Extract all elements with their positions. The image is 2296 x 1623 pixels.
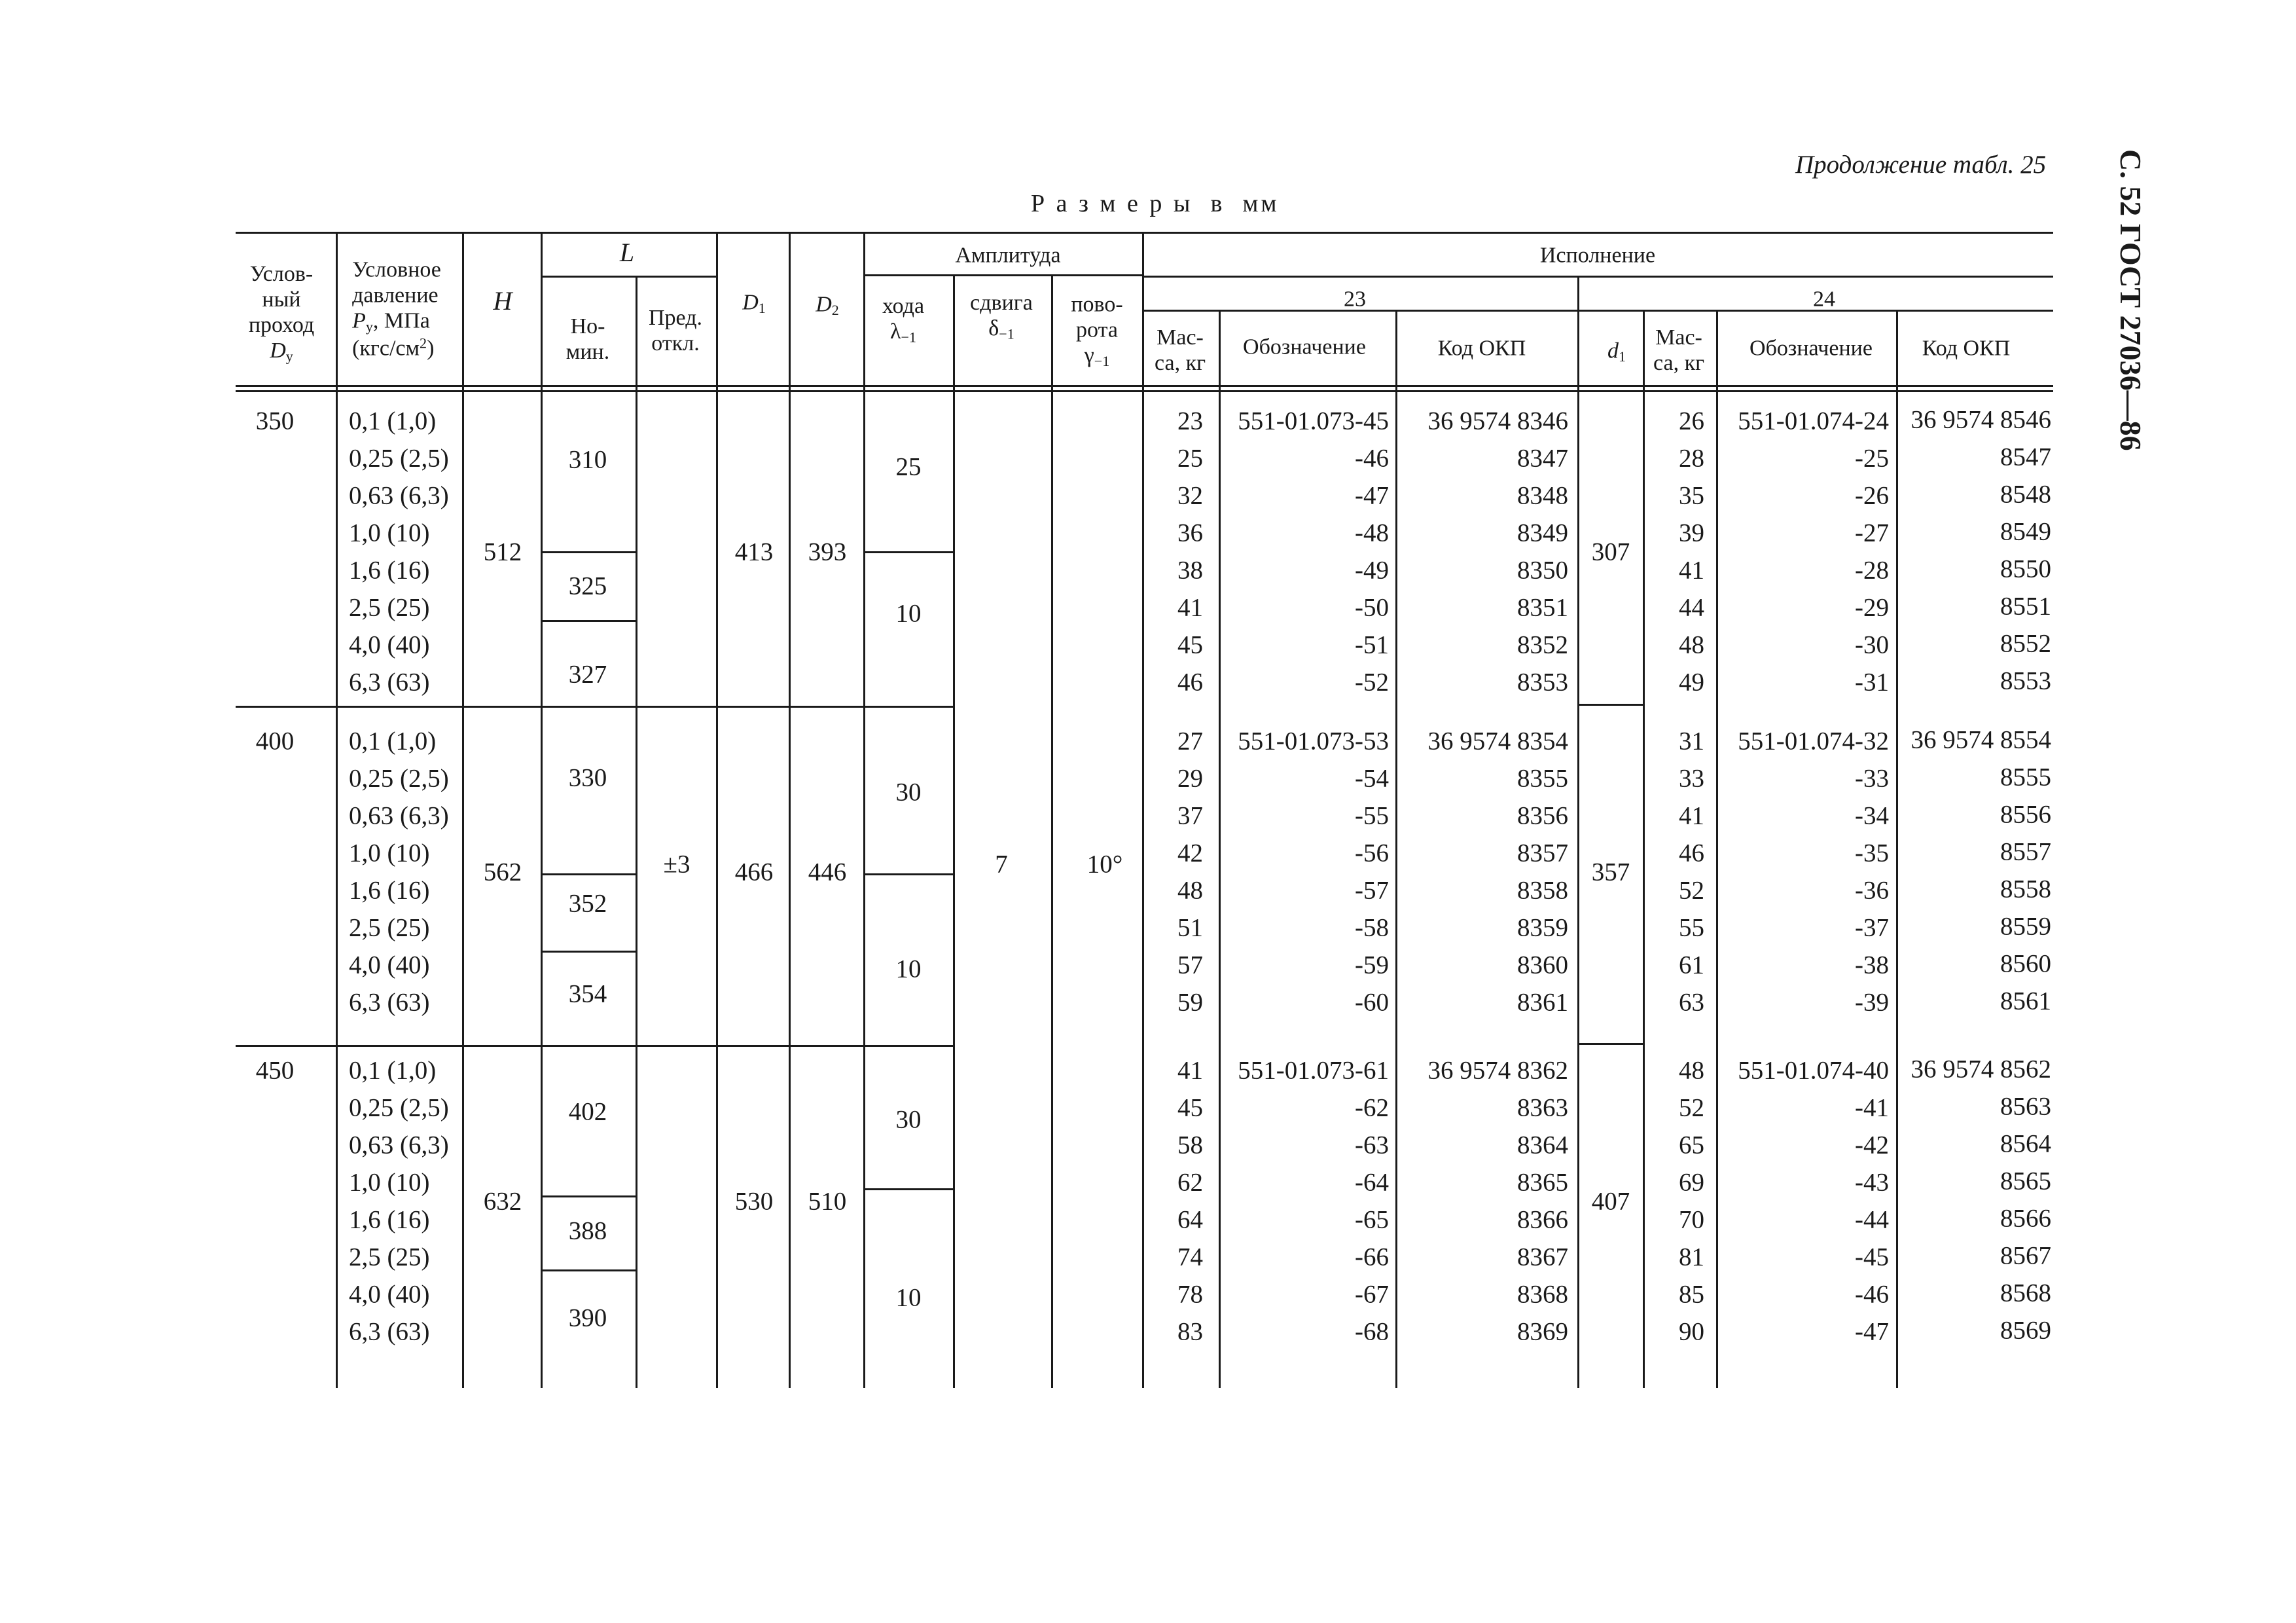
designation-23-value: -63: [1355, 1131, 1389, 1159]
mass-23-value: 36: [1177, 519, 1203, 547]
okp-24-value: 8561: [2000, 987, 2051, 1015]
col-divider: [1395, 310, 1397, 1388]
execution-header-rule: [1142, 276, 2053, 278]
mass-24-value: 39: [1679, 519, 1704, 547]
okp-24-value: 36 9574 8562: [1910, 1055, 2051, 1084]
mass-23-value: 46: [1177, 668, 1203, 697]
execution-sub-rule: [1142, 310, 2053, 312]
designation-23-value: 551-01.073-61: [1238, 1056, 1389, 1085]
designation-24-value: -25: [1855, 444, 1889, 473]
pressure-value: 0,25 (2,5): [349, 764, 449, 793]
okp-23-value: 36 9574 8362: [1427, 1056, 1568, 1085]
okp-23-value: 8358: [1517, 876, 1568, 905]
designation-23-value: 551-01.073-53: [1238, 727, 1389, 756]
designation-24-value: -39: [1855, 988, 1889, 1017]
okp-23-value: 8363: [1517, 1093, 1568, 1122]
okp-23-value: 8361: [1517, 988, 1568, 1017]
small-d1-value: 357: [1591, 858, 1630, 886]
designation-24-value: -47: [1855, 1317, 1889, 1346]
designation-24-value: -44: [1855, 1205, 1889, 1234]
designation-24-value: -42: [1855, 1131, 1889, 1159]
mass-23-value: 74: [1177, 1243, 1203, 1271]
pressure-value: 0,1 (1,0): [349, 727, 437, 756]
small-d1-value: 407: [1591, 1187, 1630, 1215]
mass-23-value: 48: [1177, 876, 1203, 905]
designation-24-value: -43: [1855, 1168, 1889, 1197]
okp-23-value: 8351: [1517, 593, 1568, 622]
mass-24-value: 63: [1679, 988, 1704, 1017]
d2-header: $D_2$: [816, 292, 839, 319]
okp-23-value: 8357: [1517, 839, 1568, 867]
pressure-value: 1,0 (10): [349, 519, 430, 547]
pressure-value: 2,5 (25): [349, 1243, 430, 1271]
mass-24-header: Мас- са, кг: [1653, 325, 1705, 375]
mass-23-header: Мас- са, кг: [1154, 325, 1206, 375]
small-d1-value: 307: [1591, 538, 1630, 566]
mass-23-value: 32: [1177, 481, 1203, 510]
okp-24-value: 8551: [2000, 592, 2051, 621]
designation-24-value: 551-01.074-40: [1738, 1056, 1889, 1085]
mass-24-value: 44: [1679, 593, 1704, 622]
okp-23-value: 8359: [1517, 913, 1568, 942]
table-header-rule-2: [236, 390, 2053, 392]
okp-23-value: 8350: [1517, 556, 1568, 585]
okp-23-value: 8347: [1517, 444, 1568, 473]
mass-24-value: 28: [1679, 444, 1704, 473]
designation-24-value: -46: [1855, 1280, 1889, 1309]
d1-value: 530: [734, 1187, 774, 1215]
mass-23-value: 51: [1177, 913, 1203, 942]
mass-24-value: 55: [1679, 913, 1704, 942]
okp-23-value: 8366: [1517, 1205, 1568, 1234]
mass-24-value: 41: [1679, 556, 1704, 585]
d1-separator: [1577, 1043, 1643, 1045]
shift-value: 7: [995, 850, 1008, 879]
mass-23-value: 64: [1177, 1205, 1203, 1234]
continuation-caption: Продолжение табл. 25: [1795, 151, 2047, 179]
designation-23-value: -46: [1355, 444, 1389, 473]
mass-23-value: 41: [1177, 593, 1203, 622]
l-separator: [541, 951, 636, 953]
d2-value: 393: [808, 538, 847, 566]
stroke-amplitude-value: 10: [895, 955, 922, 983]
shift-header: сдвига $\delta_{-1}$: [970, 290, 1033, 342]
length-value: 330: [568, 763, 607, 792]
designation-23-value: -58: [1355, 913, 1389, 942]
mass-24-value: 52: [1679, 1093, 1704, 1122]
stroke-amplitude-value: 30: [895, 778, 922, 807]
designation-23-value: -48: [1355, 519, 1389, 547]
designation-23-value: -59: [1355, 951, 1389, 979]
designation-24-value: 551-01.074-32: [1738, 727, 1889, 756]
d1-header: $D_1$: [742, 290, 766, 317]
designation-24-header: Обозначение: [1749, 336, 1873, 361]
d1-value: 413: [734, 538, 774, 566]
mass-24-value: 90: [1679, 1317, 1704, 1346]
col-divider: [1896, 310, 1898, 1388]
d2-value: 510: [808, 1187, 847, 1215]
okp-23-value: 8353: [1517, 668, 1568, 697]
designation-23-value: -51: [1355, 630, 1389, 659]
col-divider: [716, 232, 718, 1388]
mass-24-value: 26: [1679, 407, 1704, 435]
designation-23-value: -66: [1355, 1243, 1389, 1271]
designation-23-value: -64: [1355, 1168, 1389, 1197]
okp-24-value: 8547: [2000, 443, 2051, 471]
amplitude-header: Амплитуда: [955, 243, 1061, 268]
col-divider: [1142, 232, 1144, 1388]
okp-24-value: 8568: [2000, 1279, 2051, 1307]
designation-23-header: Обозначение: [1243, 335, 1366, 359]
designation-23-value: -47: [1355, 481, 1389, 510]
mass-24-value: 52: [1679, 876, 1704, 905]
mass-23-value: 29: [1177, 764, 1203, 793]
mass-23-value: 45: [1177, 630, 1203, 659]
mass-24-value: 61: [1679, 951, 1704, 979]
designation-23-value: 551-01.073-45: [1238, 407, 1389, 435]
designation-24-value: -36: [1855, 876, 1889, 905]
pressure-value: 1,6 (16): [349, 556, 430, 585]
designation-23-value: -50: [1355, 593, 1389, 622]
okp-24-value: 36 9574 8554: [1910, 725, 2051, 754]
mass-23-value: 83: [1177, 1317, 1203, 1346]
okp-24-value: 8564: [2000, 1129, 2051, 1158]
execution-24-header: 24: [1813, 287, 1835, 312]
mass-24-value: 49: [1679, 668, 1704, 697]
stroke-amplitude-value: 30: [895, 1105, 922, 1134]
okp-23-value: 36 9574 8346: [1427, 407, 1568, 435]
okp-23-value: 8348: [1517, 481, 1568, 510]
pressure-value: 6,3 (63): [349, 988, 430, 1017]
okp-24-value: 8549: [2000, 517, 2051, 546]
stroke-separator: [863, 551, 953, 553]
stroke-amplitude-value: 25: [895, 452, 922, 481]
amplitude-header-rule: [863, 274, 1142, 276]
col-divider: [1643, 310, 1645, 1388]
designation-24-value: -34: [1855, 801, 1889, 830]
d1-separator: [1577, 704, 1643, 706]
height-value: 512: [483, 538, 522, 566]
okp-24-value: 8552: [2000, 629, 2051, 658]
pressure-value: 0,25 (2,5): [349, 444, 449, 473]
stroke-header: хода $\lambda_{-1}$: [882, 293, 925, 346]
pressure-value: 4,0 (40): [349, 951, 430, 979]
l-separator: [541, 873, 636, 875]
mass-24-value: 48: [1679, 630, 1704, 659]
height-value: 632: [483, 1187, 522, 1215]
pressure-value: 2,5 (25): [349, 913, 430, 942]
mass-23-value: 58: [1177, 1131, 1203, 1159]
okp-24-value: 8566: [2000, 1204, 2051, 1233]
col-divider: [1219, 310, 1221, 1388]
okp-23-value: 8355: [1517, 764, 1568, 793]
length-value: 402: [568, 1097, 607, 1126]
okp-23-value: 8367: [1517, 1243, 1568, 1271]
designation-24-value: -35: [1855, 839, 1889, 867]
group-separator: [236, 1045, 954, 1047]
okp-24-value: 8550: [2000, 555, 2051, 583]
execution-23-header: 23: [1344, 287, 1366, 312]
pressure-value: 0,63 (6,3): [349, 1131, 449, 1159]
designation-23-value: -62: [1355, 1093, 1389, 1122]
col-divider: [953, 274, 955, 1388]
designation-24-value: -37: [1855, 913, 1889, 942]
okp-24-value: 8557: [2000, 837, 2051, 866]
mass-23-value: 57: [1177, 951, 1203, 979]
col-divider: [1051, 274, 1053, 1388]
length-value: 388: [568, 1216, 607, 1245]
designation-24-value: -45: [1855, 1243, 1889, 1271]
okp-23-value: 8365: [1517, 1168, 1568, 1197]
l-header: L: [619, 238, 635, 267]
pressure-value: 1,0 (10): [349, 1168, 430, 1197]
okp-24-value: 8553: [2000, 666, 2051, 695]
mass-23-value: 38: [1177, 556, 1203, 585]
col-divider: [1716, 310, 1718, 1388]
d1-value: 466: [734, 858, 774, 886]
pressure-value: 1,6 (16): [349, 1205, 430, 1234]
mass-24-value: 33: [1679, 764, 1704, 793]
designation-23-value: -65: [1355, 1205, 1389, 1234]
mass-23-value: 45: [1177, 1093, 1203, 1122]
pressure-value: 0,1 (1,0): [349, 407, 437, 435]
d2-value: 446: [808, 858, 847, 886]
okp-24-header: Код ОКП: [1922, 336, 2011, 361]
mass-23-value: 41: [1177, 1056, 1203, 1085]
mass-23-value: 25: [1177, 444, 1203, 473]
designation-24-value: -26: [1855, 481, 1889, 510]
pressure-value: 0,63 (6,3): [349, 801, 449, 830]
mass-23-value: 59: [1177, 988, 1203, 1017]
okp-24-value: 8559: [2000, 912, 2051, 941]
okp-23-value: 8360: [1517, 951, 1568, 979]
okp-23-value: 8364: [1517, 1131, 1568, 1159]
mass-24-value: 81: [1679, 1243, 1704, 1271]
group-separator: [236, 706, 954, 708]
pressure-value: 0,63 (6,3): [349, 481, 449, 510]
mass-23-value: 78: [1177, 1280, 1203, 1309]
l-nominal-header: Но- мин.: [565, 314, 610, 364]
l-separator: [541, 620, 636, 622]
mass-24-value: 35: [1679, 481, 1704, 510]
designation-24-value: -33: [1855, 764, 1889, 793]
col-divider: [863, 232, 865, 1388]
pressure-header: Условное давление $P_у$, МПа $(кгс/см^2)$: [352, 257, 441, 361]
units-caption: Р а з м е р ы в мм: [1031, 190, 1280, 217]
okp-23-value: 8369: [1517, 1317, 1568, 1346]
h-header: H: [493, 286, 512, 316]
pressure-value: 6,3 (63): [349, 1317, 430, 1346]
nominal-bore-value: 350: [255, 407, 295, 435]
designation-23-value: -57: [1355, 876, 1389, 905]
mass-23-value: 62: [1177, 1168, 1203, 1197]
l-header-rule: [541, 276, 716, 278]
designation-24-value: -30: [1855, 630, 1889, 659]
l-separator: [541, 551, 636, 553]
mass-23-value: 42: [1177, 839, 1203, 867]
designation-24-value: -28: [1855, 556, 1889, 585]
col-divider: [636, 276, 637, 1388]
okp-23-value: 8368: [1517, 1280, 1568, 1309]
designation-24-value: -41: [1855, 1093, 1889, 1122]
tolerance-value: ±3: [663, 850, 691, 879]
designation-24-value: -29: [1855, 593, 1889, 622]
designation-24-value: -31: [1855, 668, 1889, 697]
pressure-value: 1,6 (16): [349, 876, 430, 905]
col-divider: [336, 232, 338, 1388]
okp-23-value: 8356: [1517, 801, 1568, 830]
length-value: 310: [568, 445, 607, 474]
execution-header: Исполнение: [1539, 243, 1656, 268]
length-value: 390: [568, 1304, 607, 1332]
l-tolerance-header: Пред. откл.: [649, 305, 702, 356]
table-header-rule: [236, 385, 2053, 387]
stroke-amplitude-value: 10: [895, 599, 922, 628]
pressure-value: 0,25 (2,5): [349, 1093, 449, 1122]
okp-24-value: 8567: [2000, 1241, 2051, 1270]
pressure-value: 6,3 (63): [349, 668, 430, 697]
stroke-amplitude-value: 10: [895, 1283, 922, 1312]
designation-23-value: -56: [1355, 839, 1389, 867]
col-divider: [462, 232, 464, 1388]
side-page-header: С. 52 ГОСТ 27036—86: [2114, 149, 2147, 451]
mass-24-value: 70: [1679, 1205, 1704, 1234]
designation-24-value: -27: [1855, 519, 1889, 547]
pressure-value: 0,1 (1,0): [349, 1056, 437, 1085]
okp-24-value: 8560: [2000, 949, 2051, 978]
okp-23-value: 8352: [1517, 630, 1568, 659]
okp-24-value: 8558: [2000, 875, 2051, 903]
designation-23-value: -67: [1355, 1280, 1389, 1309]
designation-24-value: 551-01.074-24: [1738, 407, 1889, 435]
mass-24-value: 31: [1679, 727, 1704, 756]
turn-value: 10°: [1086, 850, 1123, 879]
nominal-bore-value: 400: [255, 727, 295, 756]
designation-23-value: -60: [1355, 988, 1389, 1017]
okp-23-value: 36 9574 8354: [1427, 727, 1568, 756]
okp-24-value: 8569: [2000, 1316, 2051, 1345]
designation-24-value: -38: [1855, 951, 1889, 979]
table-top-rule: [236, 232, 2053, 234]
length-value: 325: [568, 572, 607, 600]
okp-24-value: 8565: [2000, 1167, 2051, 1195]
dn-header: Услов- ный проход $D_у$: [248, 261, 315, 365]
mass-24-value: 69: [1679, 1168, 1704, 1197]
mass-24-value: 48: [1679, 1056, 1704, 1085]
designation-23-value: -52: [1355, 668, 1389, 697]
designation-23-value: -55: [1355, 801, 1389, 830]
pressure-value: 4,0 (40): [349, 630, 430, 659]
small-d1-header: $d_1$: [1607, 338, 1626, 365]
okp-23-value: 8349: [1517, 519, 1568, 547]
l-separator: [541, 1269, 636, 1271]
pressure-value: 4,0 (40): [349, 1280, 430, 1309]
pressure-value: 2,5 (25): [349, 593, 430, 622]
mass-23-value: 27: [1177, 727, 1203, 756]
mass-23-value: 23: [1177, 407, 1203, 435]
col-divider: [789, 232, 791, 1388]
okp-24-value: 36 9574 8546: [1910, 405, 2051, 434]
length-value: 354: [568, 979, 607, 1008]
stroke-separator: [863, 873, 953, 875]
pressure-value: 1,0 (10): [349, 839, 430, 867]
designation-23-value: -68: [1355, 1317, 1389, 1346]
stroke-separator: [863, 1188, 953, 1190]
okp-24-value: 8556: [2000, 800, 2051, 829]
okp-24-value: 8563: [2000, 1092, 2051, 1121]
mass-24-value: 85: [1679, 1280, 1704, 1309]
okp-24-value: 8548: [2000, 480, 2051, 509]
okp-23-header: Код ОКП: [1437, 336, 1526, 361]
height-value: 562: [483, 858, 522, 886]
col-divider: [541, 232, 543, 1388]
col-divider: [1577, 276, 1579, 1388]
turn-header: пово- рота $\gamma_{-1}$: [1071, 292, 1123, 370]
designation-23-value: -54: [1355, 764, 1389, 793]
mass-24-value: 65: [1679, 1131, 1704, 1159]
mass-23-value: 37: [1177, 801, 1203, 830]
mass-24-value: 41: [1679, 801, 1704, 830]
nominal-bore-value: 450: [255, 1056, 295, 1085]
designation-23-value: -49: [1355, 556, 1389, 585]
l-separator: [541, 1195, 636, 1197]
length-value: 352: [568, 889, 607, 918]
mass-24-value: 46: [1679, 839, 1704, 867]
okp-24-value: 8555: [2000, 763, 2051, 792]
length-value: 327: [568, 660, 607, 689]
